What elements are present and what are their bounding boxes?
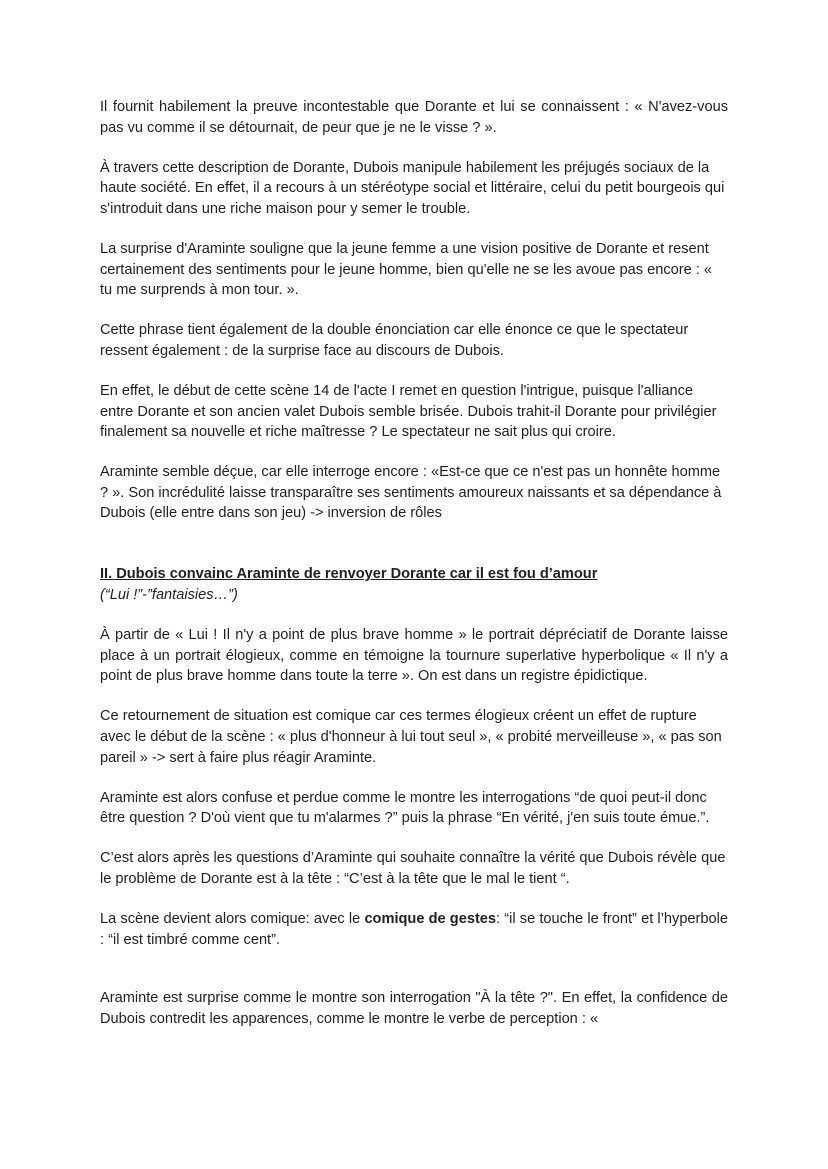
paragraph-double-enunciation: Cette phrase tient également de la double énonciation car elle énonce ce que le spectateur ressent également : de la surprise face au discours de Dubois. xyxy=(100,322,689,359)
section-2-header xyxy=(100,564,728,605)
document-page xyxy=(100,97,728,1049)
paragraph-disappointment: Araminte semble déçue, car elle interroge encore : «Est-ce que ce n'est pas un honnête homme ? ». Son incrédulité laisse transparaître ses sentiments amoureux naissants et sa dépendance à Dubois (elle entre dans son jeu) -> inversion de rôles xyxy=(100,464,722,522)
comic-text-before: La scène devient alors comique: avec le xyxy=(100,911,365,928)
paragraph-head-surprise: Araminte est surprise comme le montre son interrogation "À la tête ?". En effet, la confidence de Dubois contredit les apparences, comme le montre le verbe de perception : « xyxy=(100,990,728,1027)
paragraph-surprise: La surprise d'Araminte souligne que la jeune femme a une vision positive de Dorante et resent certainement des sentiments pour le jeune homme, bien qu'elle ne se les avoue pas encore : « tu me surprends à mon tour. ». xyxy=(100,240,713,299)
paragraph-eulogy: À partir de « Lui ! Il n'y a point de plus brave homme » le portrait dépréciatif de Dorante laisse place à un portrait élogieux, comme en témoigne la tournure superlative hyperbolique « Il n'y a point de plus brave homme dans toute la terre ». On est dans un registre épidictique. xyxy=(100,627,728,685)
paragraph-reversal: Ce retournement de situation est comique car ces termes élogieux créent un effet de rupture avec le début de la scène : « plus d'honneur à lui tout seul », « probité merveilleuse », « pas son pareil » -> sert à faire plus réagir Araminte. xyxy=(100,708,722,766)
comic-text-bold: comique de gestes xyxy=(364,911,497,928)
section-2-subheading: (“Lui !”-”fantaisies…”) xyxy=(100,586,238,603)
paragraph-proof: Il fournit habilement la preuve incontestable que Dorante et lui se connaissent : « N'avez-vous pas vu comme il se détournait, de peur que je ne le visse ? ». xyxy=(100,99,728,136)
section-2-heading: II. Dubois convainc Araminte de renvoyer Dorante car il est fou d’amour xyxy=(100,566,598,582)
paragraph-prejudices: À travers cette description de Dorante, Dubois manipule habilement les préjugés sociaux de la haute société. En effet, il a recours à un stéréotype social et littéraire, celui du petit bourgeois qui s'introduit dans une riche maison pour y semer le trouble. xyxy=(100,159,725,217)
paragraph-comic xyxy=(100,909,728,950)
comic-text-after: : “il se touche le front” et l’hyperbole : “il est timbré comme cent”. xyxy=(100,911,729,948)
paragraph-revelation: C’est alors après les questions d’Araminte qui souhaite connaître la vérité que Dubois révèle que le problème de Dorante est à la tête : “C’est à la tête que le mal le tient “. xyxy=(100,850,726,888)
paragraph-intrigue: En effet, le début de cette scène 14 de l'acte I remet en question l'intrigue, puisque l'alliance entre Dorante et son ancien valet Dubois semble brisée. Dubois trahit-il Dorante pour privilégier finalement sa nouvelle et riche maîtresse ? Le spectateur ne sait plus qui croire. xyxy=(100,382,717,441)
paragraph-confusion: Araminte est alors confuse et perdue comme le montre les interrogations “de quoi peut-il donc être question ? D'où vient que tu m'alarmes ?” puis la phrase “En vérité, j'en suis toute émue.”. xyxy=(100,789,710,827)
